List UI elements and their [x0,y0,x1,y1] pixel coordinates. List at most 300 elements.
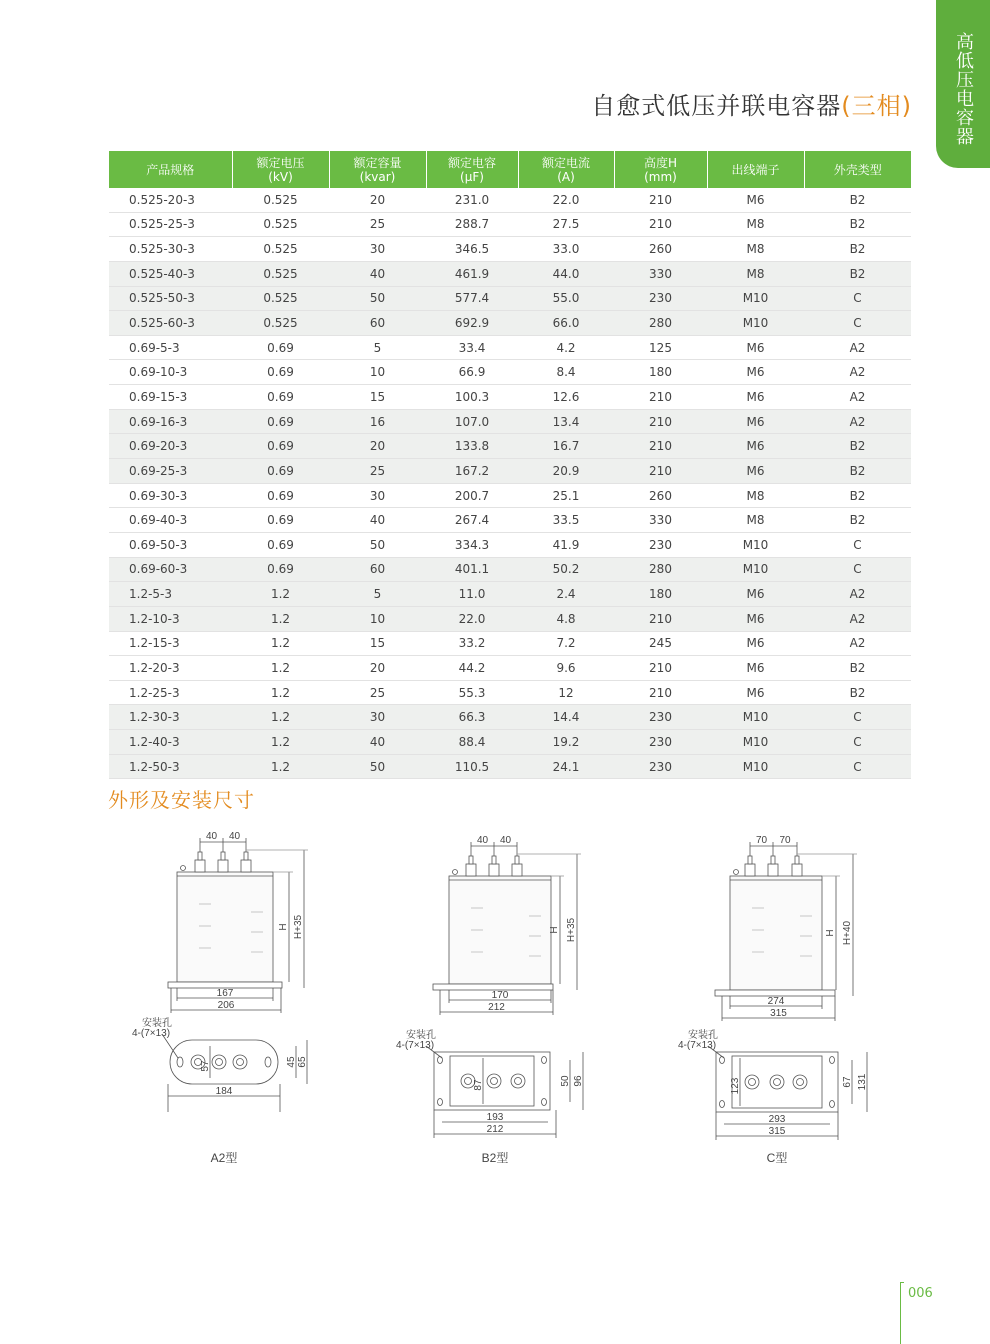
table-row [109,286,911,311]
table-row [109,754,911,779]
table-cell: 346.5 [426,237,518,262]
table-row [109,631,911,656]
terminal-stud [492,856,496,864]
table-cell: 30 [329,483,426,508]
table-cell: 44.0 [518,261,614,286]
dimension-label: 212 [486,1124,504,1135]
table-cell: 0.69 [232,532,329,557]
dimension-label: 96 [573,1075,584,1087]
table-cell: 10 [329,360,426,385]
table-cell: 1.2 [232,606,329,631]
page-title-paren: (三相) [841,92,912,120]
terminal-stud [221,852,225,860]
table-cell: 20.9 [518,459,614,484]
table-row [109,385,911,410]
dimension-label: 170 [491,990,509,1001]
table-cell: 33.2 [426,631,518,656]
terminal-stud [748,856,752,864]
section-side-tab[interactable] [936,0,990,168]
dimension-label: 65 [297,1056,308,1068]
table-cell: C [804,754,911,779]
dimension-label: 193 [486,1112,504,1123]
table-row [109,508,911,533]
table-cell: M6 [707,459,804,484]
table-cell: 0.69 [232,335,329,360]
table-cell: M6 [707,409,804,434]
table-cell: 1.2-50-3 [109,754,232,779]
table-cell: A2 [804,385,911,410]
dimension-label: 206 [217,1000,235,1011]
plan-view [678,1028,868,1140]
table-row [109,360,911,385]
table-cell: 0.525 [232,311,329,336]
table-cell: 125 [614,335,707,360]
terminal-top-inner [216,1059,223,1066]
table-cell: 33.4 [426,335,518,360]
table-cell: M10 [707,532,804,557]
dimension-label: 315 [770,1008,787,1019]
table-cell: 330 [614,261,707,286]
table-cell: 20 [329,434,426,459]
column-header-line: 高度H [643,155,678,170]
spec-table [109,151,911,779]
table-cell: 0.69-60-3 [109,557,232,582]
terminal-stud [515,856,519,864]
table-cell: A2 [804,409,911,434]
dimension-label: 274 [767,996,785,1007]
table-cell: 16.7 [518,434,614,459]
table-cell: A2 [804,631,911,656]
terminal-top-inner [774,1079,781,1086]
column-header-line: (mm) [644,169,677,184]
ground-bolt [453,870,458,875]
dimension-label: H+35 [293,914,304,940]
column-header-line: 出线端子 [731,162,780,177]
table-cell: 1.2 [232,730,329,755]
dimension-label: 70 [755,835,768,846]
table-cell: 210 [614,434,707,459]
table-cell: 19.2 [518,730,614,755]
column-header-line: 额定电流 [541,155,590,170]
column-header-line: (A) [557,169,575,184]
table-row [109,237,911,262]
table-cell: 25 [329,212,426,237]
table-cell: 50 [329,754,426,779]
capacitor-drawing-B2型 [396,835,584,1165]
table-cell: 267.4 [426,508,518,533]
capacitor-drawing-A2型 [132,831,308,1165]
table-cell: C [804,557,911,582]
terminal-insulator [218,860,228,872]
table-cell: 0.69-10-3 [109,360,232,385]
table-cell: 50 [329,286,426,311]
table-header-row [109,151,911,188]
table-cell: 20 [329,656,426,681]
terminal-insulator [241,860,251,872]
table-cell: 110.5 [426,754,518,779]
table-cell: M6 [707,680,804,705]
table-cell: M6 [707,385,804,410]
table-cell: 0.525-40-3 [109,261,232,286]
table-cell: M8 [707,261,804,286]
table-cell: M8 [707,483,804,508]
table-cell: B2 [804,212,911,237]
column-header-line: (kvar) [359,169,396,184]
table-row [109,335,911,360]
table-cell: 88.4 [426,730,518,755]
column-header-line: (μF) [460,169,484,184]
table-cell: 55.0 [518,286,614,311]
page-title-main: 自愈式低压并联电容器 [591,92,842,120]
table-cell: 0.525 [232,188,329,212]
table-cell: C [804,532,911,557]
terminal-top-inner [237,1059,244,1066]
dimension-label: 40 [228,831,241,842]
section-title: 外形及安装尺寸 [108,788,255,812]
terminal-stud [771,856,775,864]
table-cell: 7.2 [518,631,614,656]
table-cell: 0.69-50-3 [109,532,232,557]
table-cell: M6 [707,656,804,681]
table-cell: 0.69-40-3 [109,508,232,533]
terminal-stud [795,856,799,864]
table-row [109,656,911,681]
table-cell: 24.1 [518,754,614,779]
column-header [329,151,426,188]
table-cell: B2 [804,261,911,286]
table-cell: 15 [329,631,426,656]
table-cell: 280 [614,557,707,582]
table-cell: 230 [614,705,707,730]
table-cell: 288.7 [426,212,518,237]
table-cell: 577.4 [426,286,518,311]
table-cell: 401.1 [426,557,518,582]
dimension-label: H [825,929,836,937]
table-cell: 180 [614,360,707,385]
dimension-label: 4-(7×13) [396,1040,435,1051]
table-cell: 210 [614,680,707,705]
table-cell: 260 [614,237,707,262]
table-cell: 0.525-60-3 [109,311,232,336]
table-cell: 100.3 [426,385,518,410]
table-cell: 14.4 [518,705,614,730]
table-cell: 210 [614,212,707,237]
table-cell: 245 [614,631,707,656]
terminal-top-inner [749,1079,756,1086]
table-cell: 0.525-50-3 [109,286,232,311]
table-cell: B2 [804,237,911,262]
table-cell: 40 [329,508,426,533]
table-cell: 0.69 [232,508,329,533]
table-cell: 1.2-40-3 [109,730,232,755]
table-cell: 230 [614,286,707,311]
table-cell: B2 [804,656,911,681]
table-cell: M8 [707,508,804,533]
table-cell: 33.5 [518,508,614,533]
dimension-label: 安装孔 [406,1030,436,1041]
table-row [109,532,911,557]
terminal-insulator [745,864,755,876]
column-header-line: (kV) [268,169,293,184]
dimension-label: 212 [488,1002,505,1013]
table-cell: 33.0 [518,237,614,262]
table-cell: 200.7 [426,483,518,508]
ground-bolt [181,866,186,871]
table-cell: 12.6 [518,385,614,410]
terminal-insulator [792,864,802,876]
table-cell: M6 [707,606,804,631]
table-cell: 0.525 [232,212,329,237]
table-cell: 50.2 [518,557,614,582]
capacitor-body [177,872,273,982]
table-cell: C [804,730,911,755]
terminal-stud [244,852,248,860]
table-cell: 25 [329,459,426,484]
dimension-label: H+40 [842,920,853,946]
table-cell: 0.69-25-3 [109,459,232,484]
table-cell: M6 [707,631,804,656]
column-header-line: 额定电容 [447,155,496,170]
page-title [591,86,912,121]
table-cell: 1.2-25-3 [109,680,232,705]
table-cell: 15 [329,385,426,410]
dimension-label: 67 [842,1076,853,1088]
terminal-top-inner [465,1078,472,1085]
dimension-label: 167 [216,988,234,999]
table-cell: 692.9 [426,311,518,336]
terminal-insulator [466,864,476,876]
table-body [109,188,911,779]
table-cell: 230 [614,754,707,779]
dimension-label: H [278,923,289,931]
table-cell: 16 [329,409,426,434]
table-cell: 180 [614,582,707,607]
capacitor-drawing-C型 [678,835,868,1165]
table-cell: M10 [707,730,804,755]
dimension-label: 87 [473,1079,484,1091]
table-cell: 4.2 [518,335,614,360]
table-cell: A2 [804,606,911,631]
page-number: 006 [908,1286,933,1301]
dimension-label: 131 [857,1073,868,1091]
table-cell: B2 [804,459,911,484]
table-cell: 40 [329,730,426,755]
table-cell: 210 [614,188,707,212]
table-cell: 66.3 [426,705,518,730]
table-cell: 230 [614,532,707,557]
dimension-label: H [549,926,560,934]
drawing-type-label: A2型 [210,1151,238,1165]
side-tab-label: 高低压电容器 [953,32,974,146]
table-cell: 0.69 [232,459,329,484]
terminal-stud [469,856,473,864]
table-cell: 12 [518,680,614,705]
table-cell: B2 [804,434,911,459]
dimension-label: 45 [286,1056,297,1068]
table-cell: 9.6 [518,656,614,681]
table-cell: 1.2-10-3 [109,606,232,631]
table-cell: 1.2 [232,680,329,705]
table-cell: 1.2-30-3 [109,705,232,730]
column-header [614,151,707,188]
table-cell: 1.2-20-3 [109,656,232,681]
table-row [109,434,911,459]
table-row [109,261,911,286]
table-cell: 1.2 [232,656,329,681]
table-cell: 0.69-5-3 [109,335,232,360]
terminal-insulator [195,860,205,872]
table-cell: 0.69 [232,483,329,508]
table-cell: 461.9 [426,261,518,286]
table-cell: M8 [707,237,804,262]
table-cell: M6 [707,434,804,459]
column-header [518,151,614,188]
table-cell: 22.0 [518,188,614,212]
table-cell: 41.9 [518,532,614,557]
dimension-label: 40 [205,831,218,842]
dimension-label: 40 [476,835,489,846]
table-cell: 1.2 [232,754,329,779]
table-cell: C [804,311,911,336]
plan-view [132,1016,308,1112]
table-cell: 107.0 [426,409,518,434]
capacitor-body [449,876,551,984]
dimension-label: 50 [560,1075,571,1087]
terminal-stud [198,852,202,860]
table-row [109,483,911,508]
drawing-type-label: B2型 [481,1151,509,1165]
dimension-label: 安装孔 [688,1030,718,1041]
table-cell: 330 [614,508,707,533]
table-cell: 30 [329,705,426,730]
dimension-label: 315 [768,1126,786,1137]
terminal-insulator [489,864,499,876]
dimension-label: 57 [200,1060,211,1072]
table-cell: A2 [804,582,911,607]
table-cell: M6 [707,188,804,212]
table-cell: B2 [804,508,911,533]
column-header-line: 额定电压 [256,155,305,170]
table-cell: 5 [329,582,426,607]
table-cell: 50 [329,532,426,557]
table-row [109,582,911,607]
table-cell: 25.1 [518,483,614,508]
table-cell: 133.8 [426,434,518,459]
column-header [426,151,518,188]
table-cell: 280 [614,311,707,336]
table-row [109,188,911,212]
table-cell: 1.2-5-3 [109,582,232,607]
table-cell: 0.69-30-3 [109,483,232,508]
table-cell: 0.69-20-3 [109,434,232,459]
terminal-top-inner [491,1078,498,1085]
table-row [109,730,911,755]
table-cell: 66.0 [518,311,614,336]
table-cell: C [804,286,911,311]
dimension-drawings [0,820,990,1180]
table-row [109,606,911,631]
dimension-label: 70 [779,835,791,846]
table-cell: M10 [707,754,804,779]
table-cell: 210 [614,656,707,681]
table-cell: C [804,705,911,730]
table-cell: 0.69 [232,409,329,434]
table-cell: 0.525 [232,237,329,262]
dimension-label: 40 [499,835,512,846]
table-cell: 27.5 [518,212,614,237]
terminal-top-inner [515,1078,522,1085]
table-cell: M10 [707,286,804,311]
page-number-tick [900,1282,904,1283]
table-cell: A2 [804,335,911,360]
table-cell: M8 [707,212,804,237]
table-cell: 0.69-15-3 [109,385,232,410]
table-cell: M6 [707,582,804,607]
terminal-insulator [512,864,522,876]
dimension-label: 4-(7×13) [678,1040,717,1051]
table-cell: 2.4 [518,582,614,607]
ground-bolt [734,870,739,875]
table-cell: B2 [804,188,911,212]
table-cell: 4.8 [518,606,614,631]
table-cell: 11.0 [426,582,518,607]
table-cell: 167.2 [426,459,518,484]
table-cell: 0.69 [232,360,329,385]
table-cell: 0.69 [232,434,329,459]
table-cell: 0.525 [232,286,329,311]
table-row [109,409,911,434]
table-cell: 22.0 [426,606,518,631]
table-cell: M6 [707,360,804,385]
drawing-type-label: C型 [766,1151,788,1165]
column-header [707,151,804,188]
table-cell: 5 [329,335,426,360]
table-cell: 0.69-16-3 [109,409,232,434]
table-cell: 10 [329,606,426,631]
table-row [109,459,911,484]
column-header-line: 产品规格 [146,162,195,177]
table-cell: 30 [329,237,426,262]
table-cell: 0.525-30-3 [109,237,232,262]
table-cell: 13.4 [518,409,614,434]
terminal-insulator [768,864,778,876]
table-cell: 334.3 [426,532,518,557]
capacitor-body [730,876,822,990]
column-header [804,151,911,188]
table-cell: 1.2 [232,705,329,730]
table-cell: B2 [804,680,911,705]
table-cell: 210 [614,606,707,631]
table-cell: 210 [614,385,707,410]
table-cell: M10 [707,311,804,336]
column-header [109,151,232,188]
table-cell: 40 [329,261,426,286]
table-cell: 20 [329,188,426,212]
table-cell: 0.525 [232,261,329,286]
table-cell: 0.69 [232,557,329,582]
table-cell: 0.525-25-3 [109,212,232,237]
dimension-label: 293 [768,1114,786,1125]
table-cell: 230 [614,730,707,755]
dimension-label: 4-(7×13) [132,1028,171,1039]
table-row [109,212,911,237]
table-cell: 1.2-15-3 [109,631,232,656]
column-header-line: 外壳类型 [833,162,882,177]
table-cell: 66.9 [426,360,518,385]
page-number-rule [900,1282,901,1344]
table-row [109,311,911,336]
table-cell: 8.4 [518,360,614,385]
